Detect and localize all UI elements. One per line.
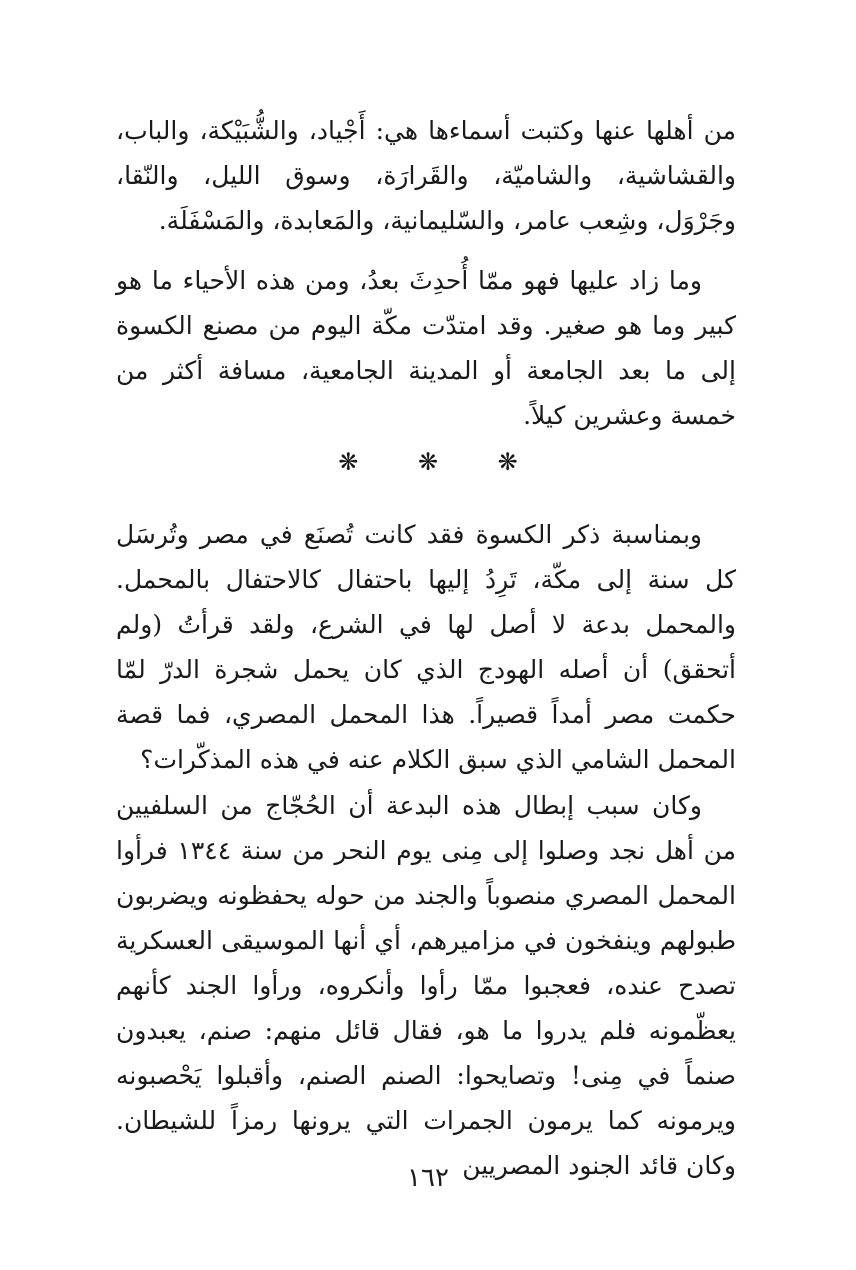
- paragraph-2-block: [116, 258, 736, 438]
- paragraph-1-block: [116, 108, 736, 243]
- section-separator: ❋ ❋ ❋: [338, 448, 544, 476]
- paragraph-4-block: [116, 783, 736, 1188]
- paragraph-3: وبمناسبة ذكر الكسوة فقد كانت تُصنَع في مصر وتُرسَل كل سنة إلى مكّة، تَرِدُ إليها باحتفال كالاحتفال بالمحمل. والمحمل بدعة لا أصل لها في الشرع، ولقد قرأتُ (ولم أتحقق) أن أصله الهودج الذي كان يحمل شجرة الدرّ لمّا حكمت مصر أمداً قصيراً. هذا المحمل المصري، فما قصة المحمل الشامي الذي سبق الكلام عنه في هذه المذكّرات؟: [116, 520, 736, 774]
- paragraph-2: وما زاد عليها فهو ممّا أُحدِثَ بعدُ، ومن هذه الأحياء ما هو كبير وما هو صغير. وقد امتدّت مكّة اليوم من مصنع الكسوة إلى ما بعد الجامعة أو المدينة الجامعية، مسافة أكثر من خمسة وعشرين كيلاً.: [116, 266, 736, 430]
- paragraph-1: من أهلها عنها وكتبت أسماءها هي: أَجْياد، والشُّبَيْكة، والباب، والقشاشية، والشاميّة، والقَرارَة، وسوق الليل، والنّقا، وجَرْوَل، وشِعب عامر، والسّليمانية، والمَعابدة، والمَسْفَلَة.: [116, 116, 736, 235]
- paragraph-3-block: [116, 512, 736, 782]
- paragraph-4: وكان سبب إبطال هذه البدعة أن الحُجّاج من السلفيين من أهل نجد وصلوا إلى مِنى يوم النحر من سنة ١٣٤٤ فرأوا المحمل المصري منصوباً والجند من حوله يحفظونه ويضربون طبولهم وينفخون في مزاميرهم، أي أنها الموسيقى العسكرية تصدح عنده، فعجبوا ممّا رأوا وأنكروه، ورأوا الجند كأنهم يعظّمونه فلم يدروا ما هو، فقال قائل منهم: صنم، يعبدون صنماً في مِنى! وتصايحوا: الصنم الصنم، وأقبلوا يَحْصبونه ويرمونه كما يرمون الجمرات التي يرونها رمزاً للشيطان. وكان قائد الجنود المصريين: [116, 791, 736, 1180]
- page-number: ١٦٢: [407, 1163, 449, 1193]
